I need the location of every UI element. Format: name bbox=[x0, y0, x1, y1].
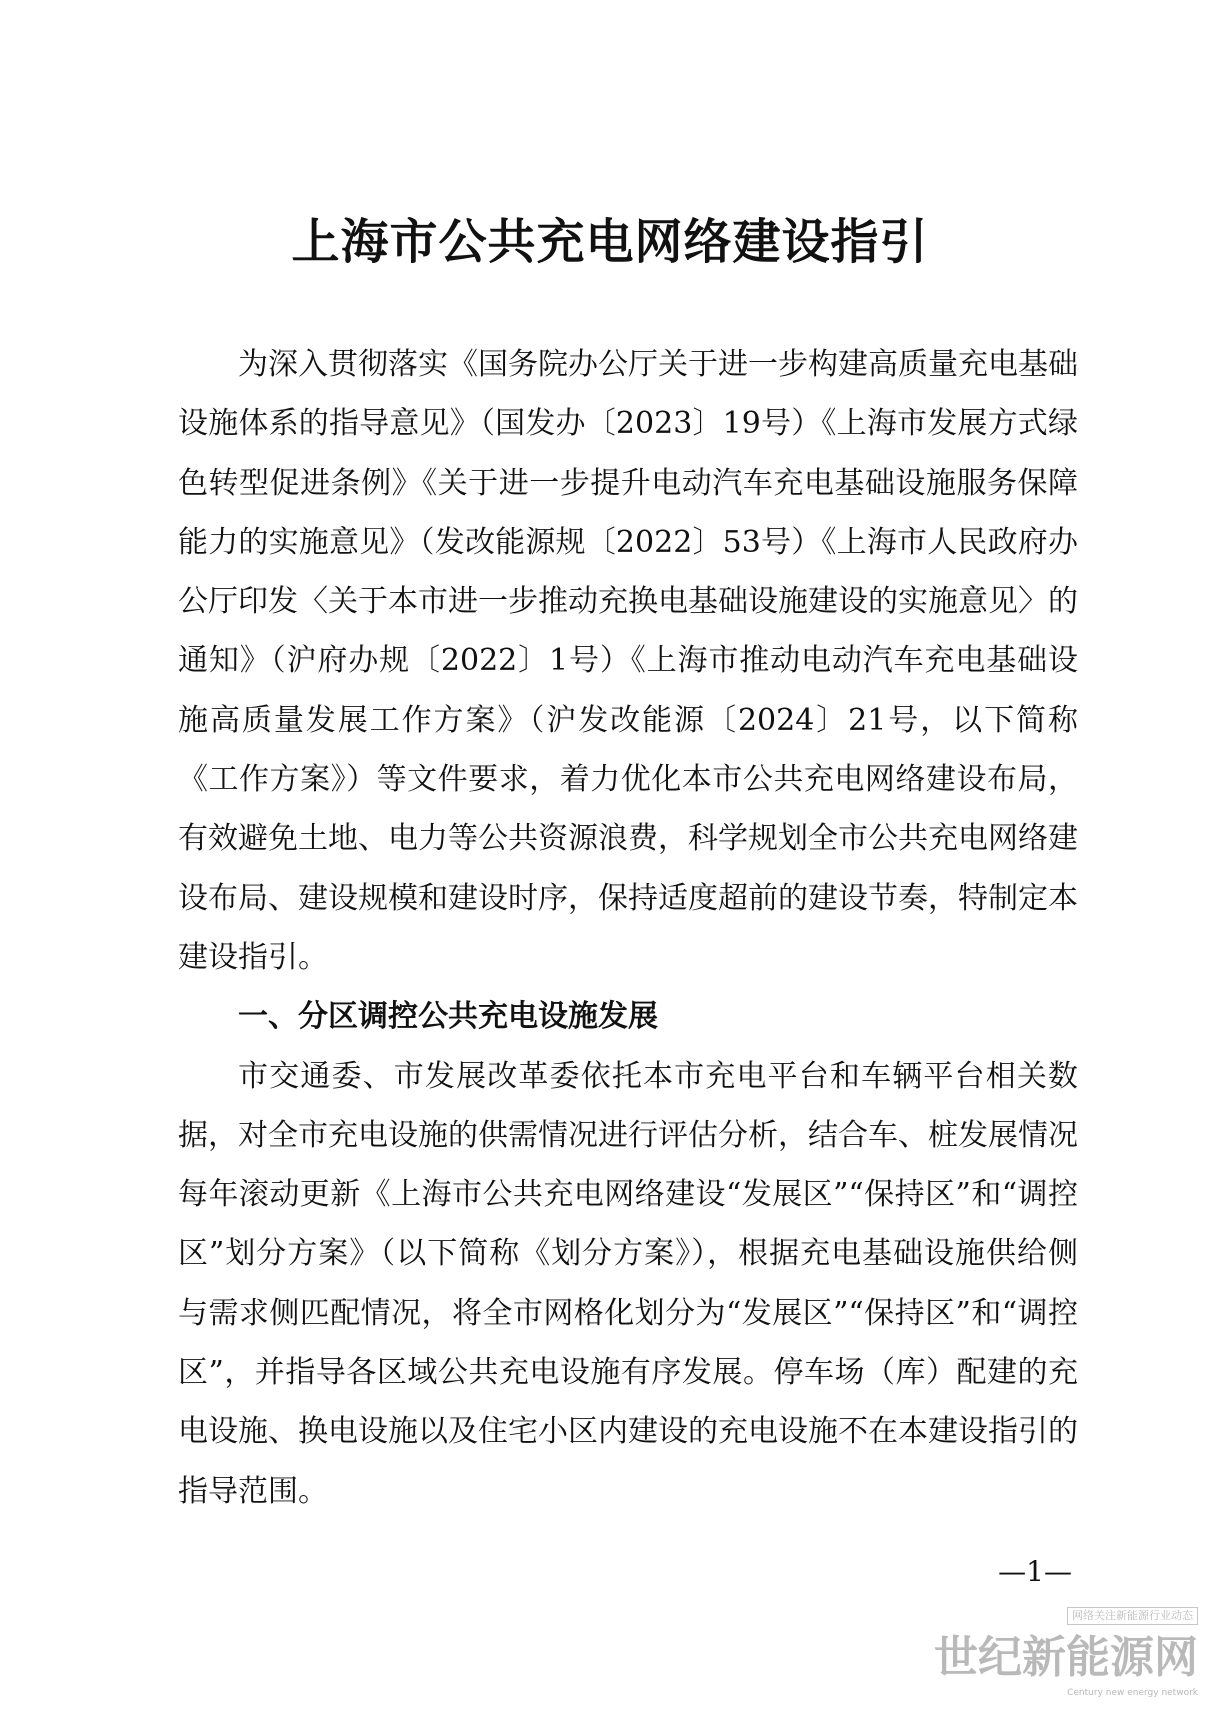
document-body bbox=[178, 335, 1078, 1521]
intro-paragraph: 为深入贯彻落实《国务院办公厅关于进一步构建高质量充电基础设施体系的指导意见》（国发办〔2023〕19号）《上海市发展方式绿色转型促进条例》《关于进一步提升电动汽车充电基础设施服务保障能力的实施意见》（发改能源规〔2022〕53号）《上海市人民政府办公厅印发〈关于本市进一步推动充换电基础设施建设的实施意见〉的通知》（沪府办规〔2022〕1号）《上海市推动电动汽车充电基础设施高质量发展工作方案》（沪发改能源〔2024〕21号，以下简称《工作方案》）等文件要求，着力优化本市公共充电网络建设布局，有效避免土地、电力等公共资源浪费，科学规划全市公共充电网络建设布局、建设规模和建设时序，保持适度超前的建设节奏，特制定本建设指引。 bbox=[178, 347, 1078, 975]
watermark-logo bbox=[934, 1607, 1198, 1707]
section-paragraph: 市交通委、市发展改革委依托本市充电平台和车辆平台相关数据，对全市充电设施的供需情况进行评估分析，结合车、桩发展情况每年滚动更新《上海市公共充电网络建设“发展区”“保持区”和“调控区”划分方案》（以下简称《划分方案》），根据充电基础设施供给侧与需求侧匹配情况，将全市网格化划分为“发展区”“保持区”和“调控区”，并指导各区域公共充电设施有序发展。停车场（库）配建的充电设施、换电设施以及住宅小区内建设的充电设施不在本建设指引的指导范围。 bbox=[178, 1058, 1078, 1509]
watermark-english: Century new energy network bbox=[1067, 1688, 1198, 1698]
page-number: —1— bbox=[998, 1555, 1072, 1588]
document-title: 上海市公共充电网络建设指引 bbox=[291, 214, 929, 270]
section-heading: 一、分区调控公共充电设施发展 bbox=[238, 999, 658, 1035]
watermark-tagline: 网络关注新能源行业动态 bbox=[1067, 1607, 1198, 1625]
watermark-brand: 世纪新能源网 bbox=[934, 1632, 1198, 1683]
